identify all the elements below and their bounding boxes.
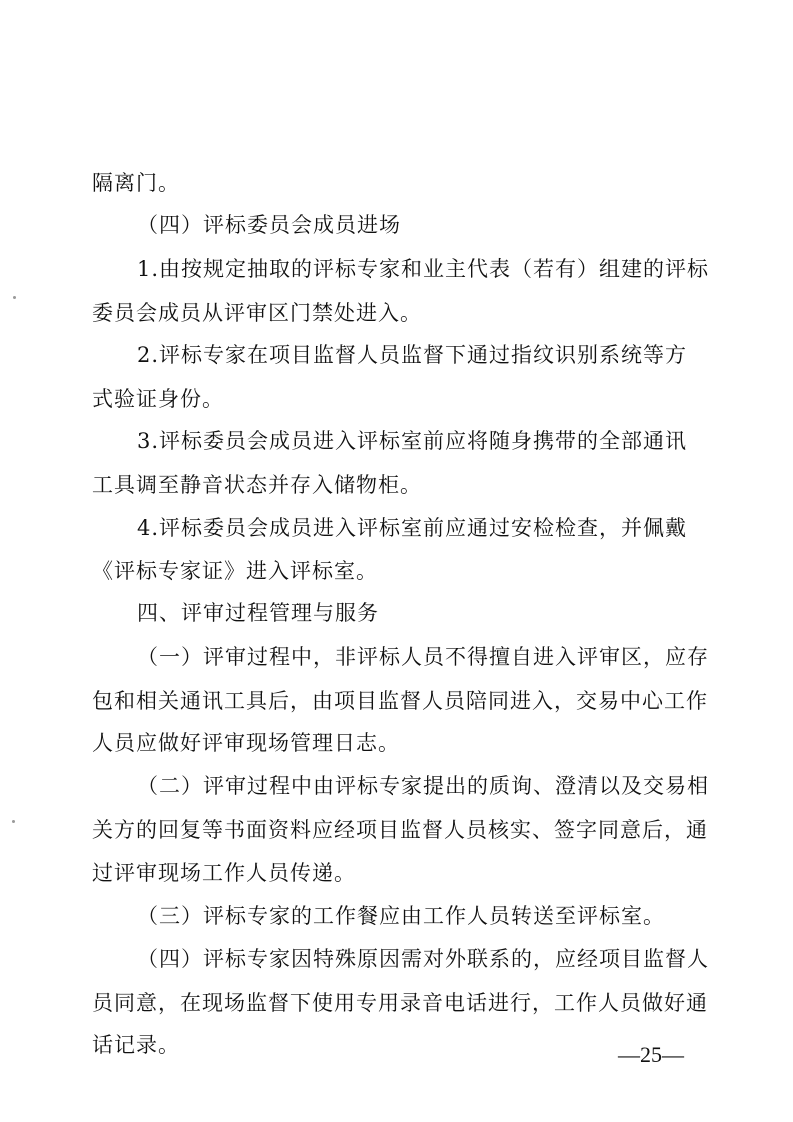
paragraph-line: 过评审现场工作人员传递。 — [92, 861, 356, 885]
paragraph-line: 《评标专家证》进入评标室。 — [92, 559, 378, 583]
paragraph-line: （二）评审过程中由评标专家提出的质询、澄清以及交易相 — [137, 774, 709, 798]
scan-dot-mark — [13, 296, 16, 299]
paragraph-line: （三）评标专家的工作餐应由工作人员转送至评标室。 — [137, 904, 665, 928]
page-number: —25— — [618, 1042, 684, 1067]
paragraph-line: （一）评审过程中，非评标人员不得擅自进入评审区，应存 — [137, 645, 709, 669]
paragraph-line: （四）评标专家因特殊原因需对外联系的，应经项目监督人 — [137, 947, 709, 971]
paragraph-line: 2.评标专家在项目监督人员监督下通过指纹识别系统等方 — [137, 343, 688, 367]
paragraph-line: 工具调至静音状态并存入储物柜。 — [92, 473, 422, 497]
paragraph-line: 包和相关通讯工具后，由项目监督人员陪同进入，交易中心工作 — [92, 689, 708, 713]
paragraph-line: 话记录。 — [92, 1033, 180, 1057]
paragraph-line: 关方的回复等书面资料应经项目监督人员核实、签字同意后，通 — [92, 818, 708, 842]
scan-dot-mark — [12, 820, 15, 823]
section-heading-committee-entry: （四）评标委员会成员进场 — [137, 213, 401, 237]
paragraph-line: 式验证身份。 — [92, 387, 224, 411]
text-line-continuation: 隔离门。 — [92, 171, 180, 195]
paragraph-line: 人员应做好评审现场管理日志。 — [92, 731, 400, 755]
paragraph-line: 4.评标委员会成员进入评标室前应通过安检检查，并佩戴 — [137, 516, 688, 540]
paragraph-line: 委员会成员从评审区门禁处进入。 — [92, 301, 422, 325]
section-heading-review-process: 四、评审过程管理与服务 — [137, 601, 379, 625]
paragraph-line: 3.评标委员会成员进入评标室前应将随身携带的全部通讯 — [137, 429, 688, 453]
paragraph-line: 1.由按规定抽取的评标专家和业主代表（若有）组建的评标 — [137, 257, 710, 281]
paragraph-line: 员同意，在现场监督下使用专用录音电话进行，工作人员做好通 — [92, 991, 708, 1015]
